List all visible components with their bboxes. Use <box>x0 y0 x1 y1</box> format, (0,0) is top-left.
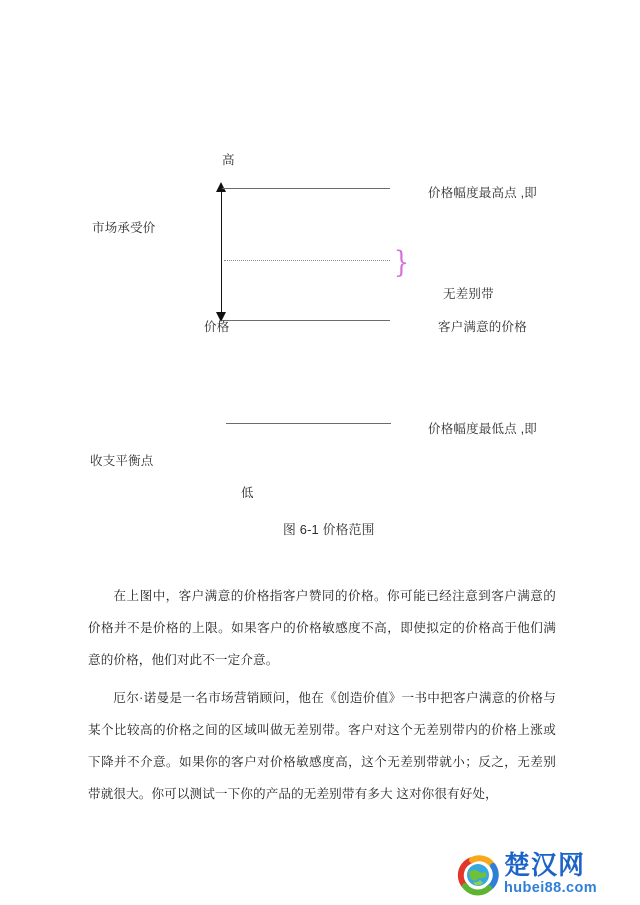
globe-icon <box>456 853 500 897</box>
paragraph-1-text: 在上图中，客户满意的价格指客户赞同的价格。你可能已经注意到客户满意的价格并不是价格的上限。如果客户的价格敏感度不高，即使拟定的价格高于他们满意的价格，他们对此不一定介意。 <box>88 589 556 667</box>
label-price-max: 价格幅度最高点 ,即 <box>428 186 537 200</box>
indifference-band-brace: } <box>393 245 410 280</box>
axis-name-price: 价格 <box>204 320 230 334</box>
price-max-line <box>222 188 390 189</box>
watermark-text <box>504 853 597 896</box>
price-min-line <box>226 423 391 424</box>
body-text <box>88 580 556 816</box>
axis-bottom-label: 低 <box>241 486 254 500</box>
label-price-min: 价格幅度最低点 ,即 <box>428 422 537 436</box>
paragraph-2 <box>88 682 556 810</box>
figure-caption: 图 6-1 价格范围 <box>283 522 375 537</box>
watermark-brand-url: hubei88.com <box>504 879 598 896</box>
paragraph-1 <box>88 580 556 676</box>
watermark-brand-cn: 楚汉网 <box>504 851 586 882</box>
vertical-axis <box>221 190 222 320</box>
paragraph-2-text: 厄尔·诺曼是一名市场营销顾问，他在《创造价值》一书中把客户满意的价格与某个比较高的价格之间的区域叫做无差别带。客户对这个无差别带内的价格上涨或下降并不介意。如果你的客户对价格敏感度高，这个无差别带就小；反之，无差别带就很大。你可以测试一下你的产品的无差别带有多大 这对你很有好处， <box>88 691 556 801</box>
label-indifference-band: 无差别带 <box>443 287 494 301</box>
site-watermark <box>456 850 634 900</box>
axis-top-label: 高 <box>222 153 235 167</box>
label-customer-satisfied-price: 客户满意的价格 <box>438 320 527 334</box>
label-break-even-point: 收支平衡点 <box>90 454 154 468</box>
label-market-acceptable-price: 市场承受价 <box>92 221 156 235</box>
indifference-band-dotted-line <box>224 260 390 261</box>
customer-satisfied-price-line <box>222 320 390 321</box>
